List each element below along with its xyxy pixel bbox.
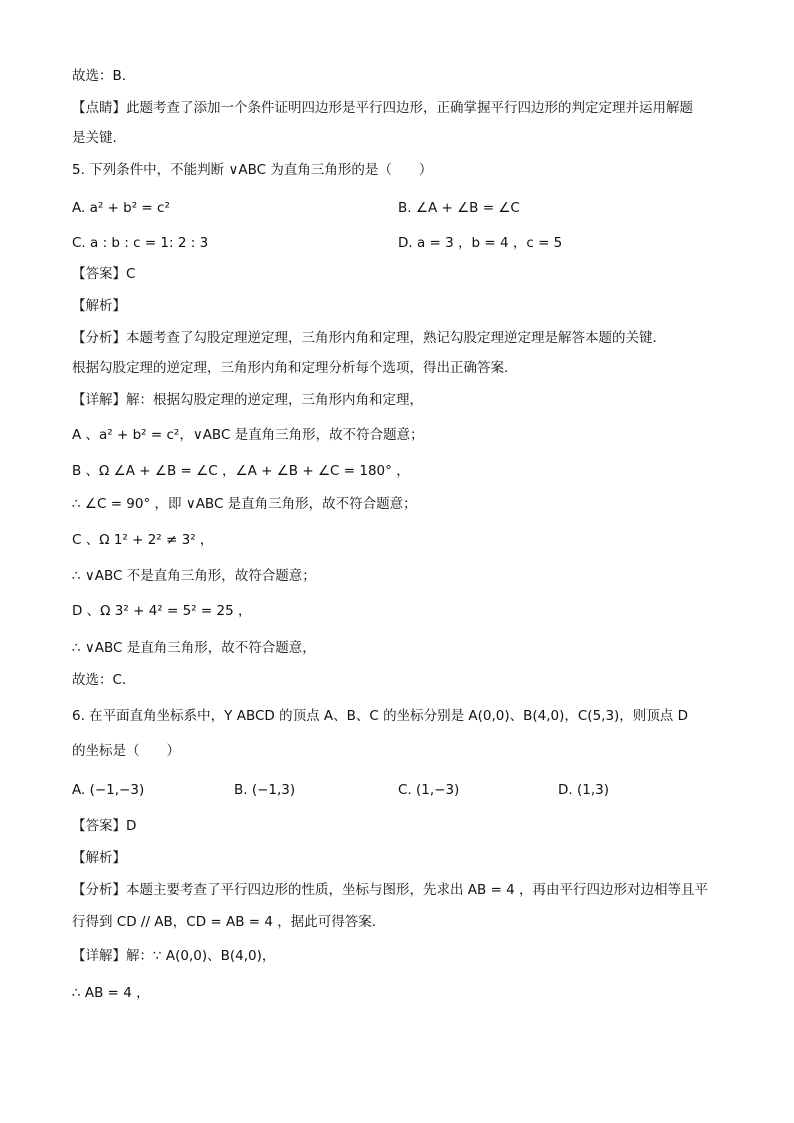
text-line: 【详解】解：根据勾股定理的逆定理，三角形内角和定理， [72,392,423,408]
text-line: 故选：B. [72,68,127,84]
solution-step: ∴ ∨ABC 不是直角三角形，故符合题意； [72,568,316,584]
question-5: 5. 下列条件中，不能判断 ∨ABC 为直角三角形的是（ ） [72,162,433,178]
text-line: 根据勾股定理的逆定理，三角形内角和定理分析每个选项，得出正确答案． [72,360,518,376]
text-line: 的坐标是（ ） [72,743,180,759]
option-d: D. a = 3 ，b = 4 ，c = 5 [398,235,563,251]
answer-label: 【答案】D [72,818,137,834]
option-a: A. a² + b² = c² [72,200,170,216]
option-d: D. (1,3) [558,782,609,798]
text-line: 故选：C． [72,672,136,688]
analysis-label: 【解析】 [72,298,126,314]
text-line: 【分析】本题考查了勾股定理逆定理，三角形内角和定理，熟记勾股定理逆定理是解答本题的关键． [72,330,666,346]
text-line: 【详解】解：∵ A(0,0)、B(4,0)， [72,948,276,964]
option-a: A. (−1,−3) [72,782,145,798]
option-c: C. (1,−3) [398,782,460,798]
text-line: 是关键. [72,130,117,146]
solution-step: ∴ AB = 4 ， [72,985,150,1001]
option-c: C. a : b : c = 1: 2 : 3 [72,235,209,251]
option-b: B. (−1,3) [234,782,296,798]
solution-step: C 、Ω 1² + 2² ≠ 3² ， [72,532,214,548]
solution-step: A 、a² + b² = c²，∨ABC 是直角三角形，故不符合题意； [72,427,424,443]
text-line: 【点睛】此题考查了添加一个条件证明四边形是平行四边形，正确掌握平行四边形的判定定理并运用解题 [72,100,693,116]
solution-step: B 、Ω ∠A + ∠B = ∠C ，∠A + ∠B + ∠C = 180° ， [72,463,410,479]
answer-label: 【答案】C [72,266,136,282]
question-6: 6. 在平面直角坐标系中，Y ABCD 的顶点 A、B、C 的坐标分别是 A(0,0)、B(4,0)，C(5,3)，则顶点 D [72,708,688,724]
solution-step: ∴ ∨ABC 是直角三角形，故不符合题意， [72,640,316,656]
text-line: 【分析】本题主要考查了平行四边形的性质，坐标与图形，先求出 AB = 4 ，再由平行四边形对边相等且平 [72,882,709,898]
text-line: 行得到 CD // AB，CD = AB = 4 ，据此可得答案． [72,914,386,930]
solution-step: D 、Ω 3² + 4² = 5² = 25 ， [72,603,252,619]
option-b: B. ∠A + ∠B = ∠C [398,200,520,216]
analysis-label: 【解析】 [72,850,126,866]
solution-step: ∴ ∠C = 90° ，即 ∨ABC 是直角三角形，故不符合题意； [72,496,417,512]
